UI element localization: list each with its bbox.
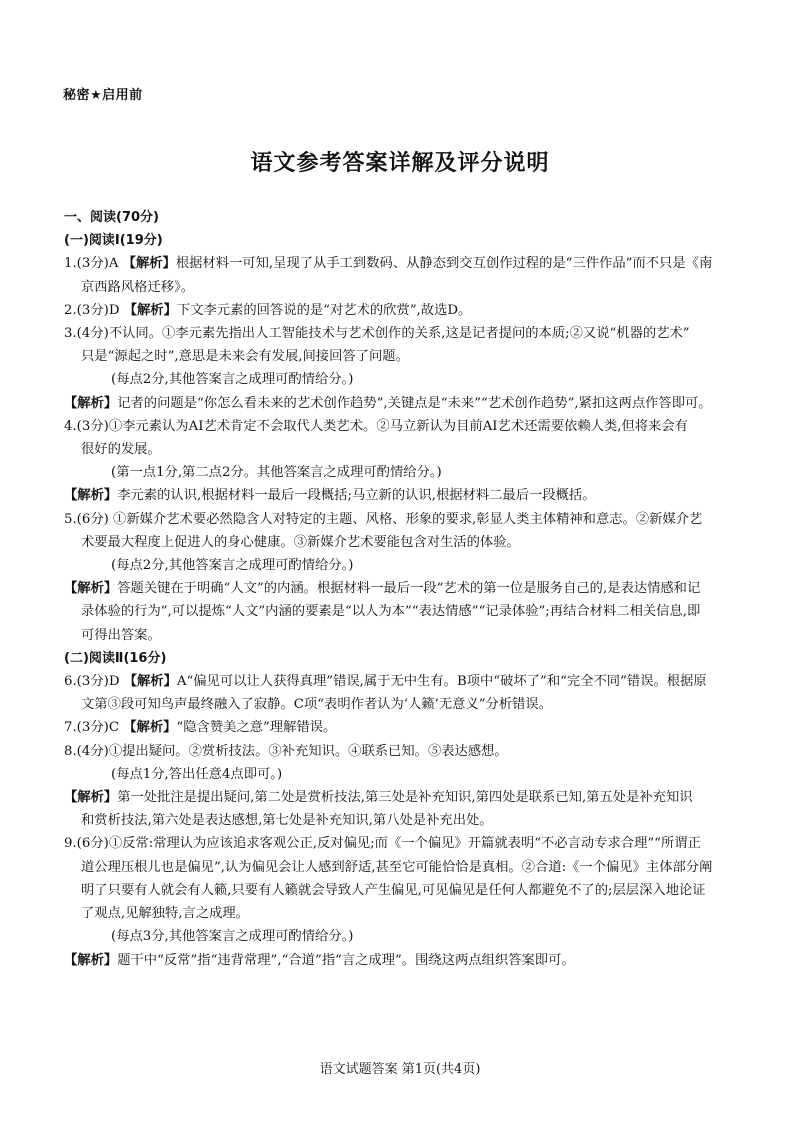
secret-label: 秘密★启用前 <box>63 88 143 103</box>
q4-line-2: 很好的发展。 <box>81 442 161 458</box>
subsection-heading-reading-2: (二)阅读Ⅱ(16分) <box>64 650 167 666</box>
q8-scoring-note: (每点1分,答出任意4点即可。) <box>111 766 283 782</box>
q6-analysis-tag: 【解析】 <box>123 674 177 690</box>
q9-line-4: 了观点,见解独特,言之成理。 <box>81 906 250 922</box>
q2-text: 下文李元素的回答说的是“对艺术的欣赏”,故选D。 <box>176 302 472 318</box>
q8-analysis-text-1: 第一处批注是提出疑问,第二处是赏析技法,第三处是补充知识,第四处是联系已知,第五处是补充知识 <box>117 790 693 806</box>
q5-analysis-text-1: 答题关键在于明确“人文”的内涵。根据材料一最后一段“艺术的第一位是服务自己的,是表达情感和记 <box>117 581 701 597</box>
q6-text: A“偏见可以让人获得真理”错误,属于无中生有。B项中“破坏了”和“完全不同”错误。根据原 <box>176 674 707 690</box>
q3-scoring-note: (每点2分,其他答案言之成理可酌情给分。) <box>111 372 354 388</box>
q1-line-1 <box>64 252 744 275</box>
q9-line-2: 道公理压根儿也是偏见”,认为偏见会让人感到舒适,甚至它可能恰恰是真相。②合道:《一个偏见》主体部分阐 <box>81 859 713 875</box>
q4-analysis-tag: 【解析】 <box>64 488 118 504</box>
q7-analysis-tag: 【解析】 <box>123 720 177 736</box>
q4-analysis <box>64 484 744 507</box>
q4-analysis-text: 李元素的认识,根据材料一最后一段概括;马立新的认识,根据材料二最后一段概括。 <box>117 488 596 504</box>
q5-analysis-tag: 【解析】 <box>64 581 118 597</box>
q1-analysis-tag: 【解析】 <box>122 256 176 272</box>
q9-line-3: 明了只要有人就会有人籁,只要有人籁就会导致人产生偏见,可见偏见是任何人都避免不了的;层层深入地论证 <box>81 882 706 898</box>
q6-lead: 6.(3分)D <box>64 674 124 690</box>
q5-analysis-3: 可得出答案。 <box>81 627 161 643</box>
q7-lead: 7.(3分)C <box>64 720 124 736</box>
q3-analysis-tag: 【解析】 <box>64 395 118 411</box>
q9-scoring-note: (每点3分,其他答案言之成理可酌情给分。) <box>111 929 354 945</box>
q8-analysis-tag: 【解析】 <box>64 790 118 806</box>
q4-line-1: 4.(3分)①李元素认为AI艺术肯定不会取代人类艺术。②马立新认为目前AI艺术还需要依赖人类,但将来会有 <box>64 418 688 434</box>
q9-analysis-tag: 【解析】 <box>64 952 118 968</box>
section-heading: 一、阅读(70分) <box>64 210 159 225</box>
q6-line-2: 文第③段可知鸟声最终融入了寂静。C项“表明作者认为‘人籁’无意义”分析错误。 <box>81 697 553 713</box>
q5-analysis-1 <box>64 577 744 600</box>
q7-line <box>64 716 744 739</box>
q9-analysis <box>64 949 744 972</box>
q2-line <box>64 299 744 322</box>
q8-analysis-1 <box>64 786 744 809</box>
page-footer: 语文试题答案 第1页(共4页) <box>319 1062 481 1077</box>
q6-line-1 <box>64 670 744 693</box>
q5-line-1: 5.(6分) ①新媒介艺术要必然隐含人对特定的主题、风格、形象的要求,彰显人类主体精神和意志。②新媒介艺 <box>64 511 703 527</box>
q5-analysis-2: 录体验的行为”,可以提炼“人文”内涵的要素是“以人为本”“表达情感”“记录体验”;再结合材料二相关信息,即 <box>81 604 701 620</box>
q1-text: 根据材料一可知,呈现了从手工到数码、从静态到交互创作过程的是“三件作品”而不只是《南 <box>175 256 713 272</box>
q3-line-2: 只是“源起之时”,意思是未来会有发展,间接回答了问题。 <box>81 349 409 365</box>
q3-analysis <box>64 392 744 415</box>
q3-analysis-text: 记者的问题是“你怎么看未来的艺术创作趋势”,关键点是“未来”“艺术创作趋势”,紧扣这两点作答即可。 <box>117 395 712 411</box>
q3-line-1: 3.(4分)不认同。①李元素先指出人工智能技术与艺术创作的关系,这是记者提问的本质;②又说“机器的艺术” <box>64 326 690 342</box>
q1-line-2: 京西路风格迁移》。 <box>81 279 195 295</box>
q2-lead: 2.(3分)D <box>64 302 124 318</box>
q4-scoring-note: (第一点1分,第二点2分。其他答案言之成理可酌情给分。) <box>111 465 442 481</box>
q8-line-1: 8.(4分)①提出疑问。②赏析技法。③补充知识。④联系已知。⑤表达感想。 <box>64 743 508 759</box>
q9-analysis-text: 题干中“反常”指“违背常理”,“合道”指“言之成理”。围绕这两点组织答案即可。 <box>117 952 575 968</box>
q8-analysis-2: 和赏析技法,第六处是表达感想,第七处是补充知识,第八处是补充出处。 <box>81 813 493 829</box>
q9-line-1: 9.(6分)①反常:常理认为应该追求客观公正,反对偏见;而《一个偏见》开篇就表明“不必言动专求合理”“所谓正 <box>64 836 701 852</box>
q7-text: “隐含赞美之意”理解错误。 <box>176 720 337 736</box>
q5-line-2: 术要最大程度上促进人的身心健康。③新媒介艺术要能包含对生活的体验。 <box>81 534 520 550</box>
q1-lead: 1.(3分)A <box>64 256 123 272</box>
page-title: 语文参考答案详解及评分说明 <box>250 151 550 176</box>
subsection-heading-reading-1: (一)阅读Ⅰ(19分) <box>64 233 163 249</box>
q5-scoring-note: (每点2分,其他答案言之成理可酌情给分。) <box>111 558 354 574</box>
answer-content <box>64 206 744 972</box>
q2-analysis-tag: 【解析】 <box>123 302 177 318</box>
